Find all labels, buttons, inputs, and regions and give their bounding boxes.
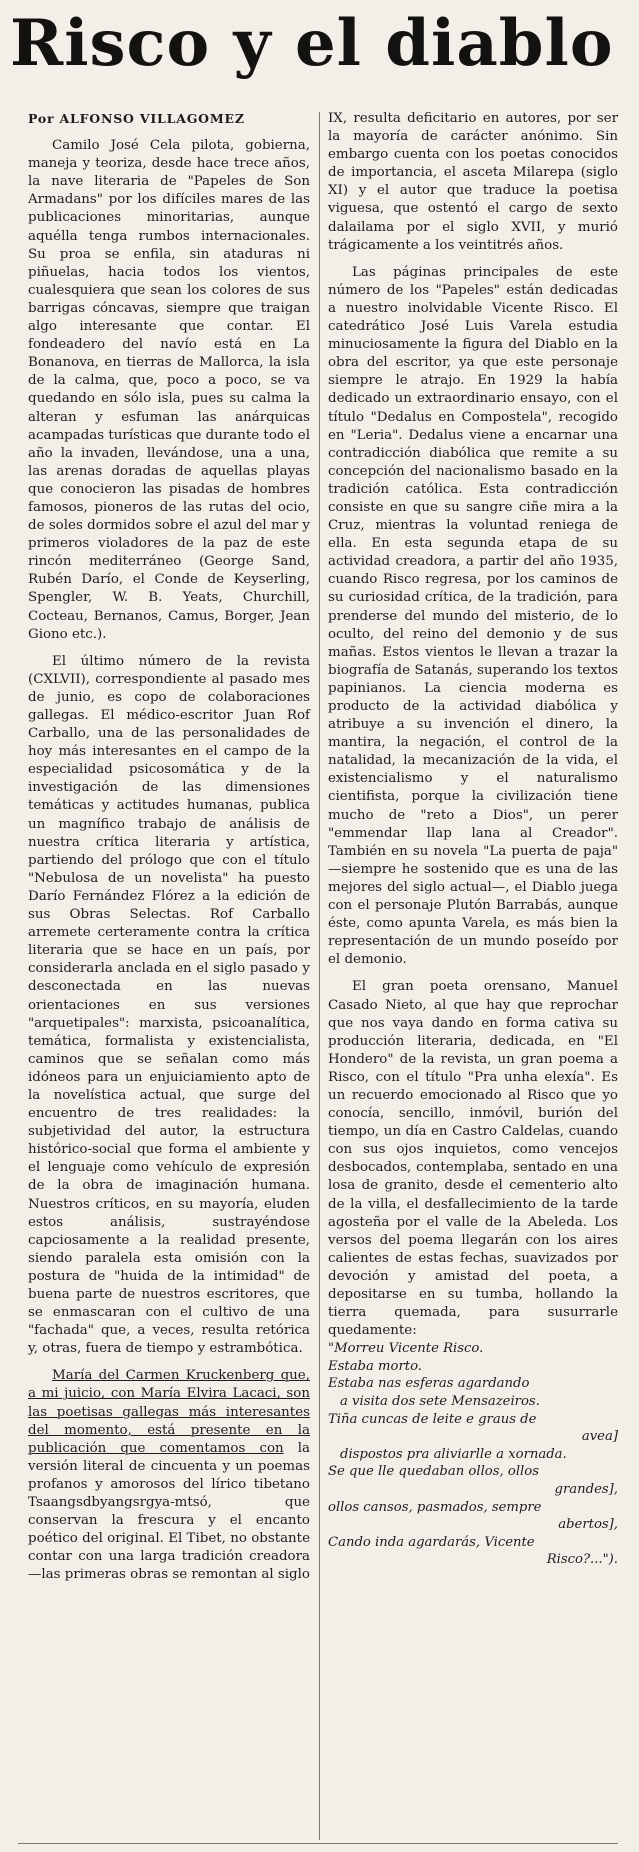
article-headline: Risco y el diablo	[10, 6, 614, 81]
right-column	[328, 110, 618, 1569]
paragraph-intro: Camilo José Cela pilota, gobierna, maneja y teoriza, desde hace trece años, la nave literaria de "Papeles de Son Armadans" por los difíciles mares de las publicaciones minoritarias, aunque aquélla tenga rumbos internacionales. Su proa se enfila, sin ataduras ni piñuelas, hacia todos los vientos, cualesquiera que sean los colores de sus barrigas cóncavas, siempre que traigan algo interesante que contar. El fondeadero del navío está en La Bonanova, en tierras de Mallorca, la isla de la calma, que, poco a poco, se va quedando en sólo isla, pues su calma la alteran y esfuman las anárquicas acampadas turísticas que durante todo el año la invaden, llevándose, una a una, las arenas doradas de aquellas playas que conocieron las pisadas de hombres famosos, pioneros de las rutas del ocio, de soles dormidos sobre el azul del mar y primeros violadores de la paz de este rincón mediterráneo (George Sand, Rubén Darío, el Conde de Keyserling, Spengler, W. B. Yeats, Churchill, Cocteau, Bernanos, Camus, Borger, Jean Giono etc.).	[28, 138, 310, 642]
poem-line: Estaba nas esferas agardando	[328, 1376, 530, 1392]
poem-line: avea]	[581, 1429, 618, 1445]
left-column	[28, 110, 310, 1585]
column-divider	[319, 112, 320, 1840]
paragraph-kruckenberg	[28, 1367, 310, 1584]
poem-line: abertos],	[558, 1517, 618, 1533]
paragraph-tibet-continued: IX, resulta deficitario en autores, por ser la mayoría de carácter anónimo. Sin embargo cuenta con los poetas conocidos de importancia, el asceta Milarepa (siglo XI) y el autor que traduce la poetisa viguesa, que ostentó el cargo de sexto dalailama por el siglo XVII, y murió trágicamente a los veintitrés años.	[328, 111, 618, 253]
poem-line: Se que lle quedaban ollos, ollos	[328, 1464, 539, 1480]
poem-line: Risco?...").	[546, 1552, 618, 1568]
poem-line: dispostos pra aliviarlle a xornada.	[340, 1446, 567, 1462]
poem-line: ollos cansos, pasmados, sempre	[328, 1499, 542, 1515]
poem-quote	[328, 1340, 618, 1569]
paragraph-risco-diablo: Las páginas principales de este número de los "Papeles" están dedicadas a nuestro inolvidable Vicente Risco. El catedrático José Luis Varela estudia minuciosamente la figura del Diablo en la obra del escritor, ya que este personaje siempre le atrajo. En 1929 la había dedicado un extraordinario ensayo, con el título "Dedalus en Compostela", recogido en "Leria". Dedalus viene a encarnar una contradicción diabólica que remite a su concepción del nacionalismo basado en la tradición católica. Esta contradicción consiste en que su sangre ciñe mira a la Cruz, mientras la voluntad reniega de ella. En esta segunda etapa de su actividad creadora, a partir del año 1935, cuando Risco regresa, por los caminos de su curiosidad crítica, de la tradición, para prenderse del mundo del misterio, de lo oculto, del reino del demonio y de sus mañas. Estos vientos le llevan a trazar la biografía de Satanás, superando los textos papinianos. La ciencia moderna es producto de la actividad diabólica y atribuye a su invención el dinero, la mantira, la negación, el control de la natalidad, la mecanización de la vida, el existencialismo y el naturalismo cientifista, porque la civilización tiene mucho de "reto a Dios", un perer "emmendar llap lana al Creador". También en su novela "La puerta de paja" —siempre he sostenido que es una de las mejores del siglo actual—, el Diablo juega con el personaje Plutón Barrabás, aunque éste, como apunta Varela, es más bien la representación de un mundo poseído por el demonio.	[328, 264, 618, 968]
bottom-rule	[18, 1843, 618, 1844]
poem-line: "Morreu Vicente Risco.	[328, 1341, 484, 1357]
paragraph-rof-carballo: El último número de la revista (CXLVII), correspondiente al pasado mes de junio, es copo de colaboraciones gallegas. El médico-escritor Juan Rof Carballo, una de las personalidades de hoy más interesantes en el campo de la especialidad psicosomática y de la investigación de las dimensiones temáticas y actitudes humanas, publica un magnífico trabajo de análisis de nuestra crítica literaria y artística, partiendo del prólogo que con el título "Nebulosa de un novelista" ha puesto Darío Fernández Flórez a la edición de sus Obras Selectas. Rof Carballo arremete certeramente contra la crítica literaria que se hace en un país, por considerarla anclada en el siglo pasado y desconectada en las nuevas orientaciones en sus versiones "arquetipales": marxista, psicoanalítica, temática, formalista y existencialista, caminos que se señalan como más idóneos para un enjuiciamiento apto de la novelística actual, que surge del encuentro de tres realidades: la subjetividad del autor, la estructura histórico-social que forma el ambiente y el lenguaje como vehículo de expresión de la obra de imaginación humana. Nuestros críticos, en su mayoría, eluden estos análisis, sustrayéndose capciosamente a la realidad presente, siendo paralela esta omisión con la postura de "huida de la intimidad" de buena parte de nuestros escritores, que se enmascaran con el cultivo de una "fachada" que, a veces, resulta retórica y, otras, fuera de tiempo y estrambótica.	[28, 653, 310, 1357]
poem-line: Estaba morto.	[328, 1358, 422, 1374]
poem-line: Tiña cuncas de leite e graus de	[328, 1411, 537, 1427]
poem-line: Cando inda agardarás, Vicente	[328, 1534, 535, 1550]
poem-line: grandes],	[554, 1482, 618, 1498]
underlined-passage: María del Carmen Kruckenberg que, a mi juicio, con María Elvira Lacaci, son las poetisas gallegas más interesantes del momento, está presente en la publicación que comentamos con	[28, 1368, 310, 1456]
paragraph-kruckenberg-rest: la versión literal de cincuenta y un poemas profanos y amorosos del lírico tibetano Tsaangsdbyangsrgya-mtsó, que conservan la frescura y el encanto poético del original. El Tibet, no obstante contar con una larga tradición creadora —las primeras obras se remontan al siglo	[28, 1440, 310, 1583]
poem-line: a visita dos sete Mensazeiros.	[340, 1394, 540, 1410]
paragraph-casado-nieto: El gran poeta orensano, Manuel Casado Nieto, al que hay que reprochar que nos vaya dando en forma cativa su producción literaria, dedicada, en "El Hondero" de la revista, un gran poema a Risco, con el título "Pra unha elexía". Es un recuerdo emocionado al Risco que yo conocía, sencillo, inmóvil, burión del tiempo, un día en Castro Caldelas, cuando con sus ojos inquietos, como vencejos desbocados, contemplaba, sentado en una losa de granito, desde el cementerio alto de la villa, el desfallecimiento de la tarde agosteña por el valle de la Abeleda. Los versos del poema llegarán con los aires calientes de estas fechas, suavizados por devoción y amistad del poeta, a depositarse en su tumba, hollando la tierra quemada, para susurrarle quedamente:	[328, 979, 618, 1339]
byline: Por ALFONSO VILLAGOMEZ	[28, 111, 245, 126]
